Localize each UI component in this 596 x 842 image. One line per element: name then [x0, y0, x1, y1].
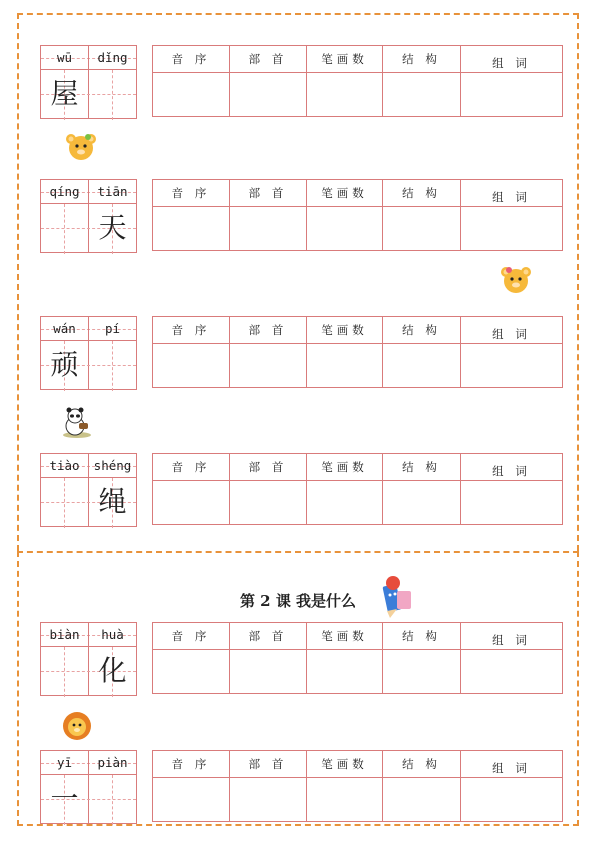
tianzige-grid	[40, 453, 137, 527]
answer-cell[interactable]	[383, 73, 461, 116]
answer-cell[interactable]	[383, 344, 461, 387]
character-info-table	[152, 453, 563, 525]
table-header: 笔画数	[307, 317, 383, 344]
table-header: 部 首	[230, 454, 307, 481]
table-header: 组 词	[461, 454, 562, 481]
table-header: 部 首	[230, 180, 307, 207]
tianzige-grid	[40, 316, 137, 390]
table-header: 结 构	[383, 317, 461, 344]
character-info-table	[152, 316, 563, 388]
character-info-table	[152, 622, 563, 694]
character-row	[40, 179, 564, 253]
character-row	[40, 622, 564, 696]
answer-cell[interactable]	[307, 207, 383, 250]
answer-cell[interactable]	[307, 650, 383, 693]
answer-cell[interactable]	[461, 73, 562, 116]
pinyin-left: wán	[53, 321, 76, 336]
answer-cell[interactable]	[153, 778, 230, 821]
answer-cell[interactable]	[307, 481, 383, 524]
hanzi-right: 天	[98, 211, 127, 244]
table-header: 笔画数	[307, 454, 383, 481]
answer-cell[interactable]	[461, 481, 562, 524]
answer-cell[interactable]	[230, 650, 307, 693]
pinyin-left: wū	[56, 50, 73, 65]
lion-sticker-icon	[60, 709, 94, 743]
table-header: 部 首	[230, 46, 307, 73]
table-header: 组 词	[461, 623, 562, 650]
pinyin-right: tiān	[97, 184, 128, 199]
pencil-sticker-icon	[375, 575, 415, 619]
pinyin-left: biàn	[49, 627, 80, 642]
table-header: 结 构	[383, 180, 461, 207]
pinyin-left: qíng	[49, 184, 80, 199]
hanzi-left: 屋	[50, 77, 79, 110]
pinyin-right: huà	[101, 627, 124, 642]
answer-cell[interactable]	[153, 650, 230, 693]
table-header: 结 构	[383, 623, 461, 650]
table-header: 组 词	[461, 317, 562, 344]
answer-cell[interactable]	[153, 73, 230, 116]
answer-cell[interactable]	[230, 778, 307, 821]
table-header: 组 词	[461, 751, 562, 778]
answer-cell[interactable]	[307, 73, 383, 116]
table-header: 音 序	[153, 623, 230, 650]
pinyin-right: shéng	[93, 458, 132, 473]
table-header: 部 首	[230, 623, 307, 650]
pinyin-left: tiào	[49, 458, 80, 473]
answer-cell[interactable]	[230, 344, 307, 387]
hanzi-left: 一	[50, 782, 79, 815]
character-row	[40, 316, 564, 390]
answer-cell[interactable]	[153, 207, 230, 250]
character-row	[40, 453, 564, 527]
answer-cell[interactable]	[307, 778, 383, 821]
table-header: 笔画数	[307, 751, 383, 778]
answer-cell[interactable]	[383, 778, 461, 821]
character-row	[40, 45, 564, 119]
monkey-sticker-icon	[64, 130, 98, 164]
answer-cell[interactable]	[383, 207, 461, 250]
monkey-sticker-icon	[499, 263, 533, 297]
table-header: 组 词	[461, 180, 562, 207]
table-header: 音 序	[153, 180, 230, 207]
answer-cell[interactable]	[461, 650, 562, 693]
answer-cell[interactable]	[383, 650, 461, 693]
character-info-table	[152, 179, 563, 251]
tianzige-grid	[40, 622, 137, 696]
pinyin-right: pí	[104, 321, 121, 336]
table-header: 音 序	[153, 46, 230, 73]
table-header: 部 首	[230, 317, 307, 344]
table-header: 音 序	[153, 454, 230, 481]
answer-cell[interactable]	[153, 481, 230, 524]
answer-cell[interactable]	[230, 207, 307, 250]
character-info-table	[152, 750, 563, 822]
table-header: 结 构	[383, 454, 461, 481]
table-header: 结 构	[383, 46, 461, 73]
tianzige-grid	[40, 179, 137, 253]
table-header: 组 词	[461, 46, 562, 73]
hanzi-left: 顽	[50, 348, 79, 381]
answer-cell[interactable]	[307, 344, 383, 387]
character-info-table	[152, 45, 563, 117]
pinyin-left: yī	[56, 755, 73, 770]
hanzi-right: 化	[98, 654, 127, 687]
table-header: 笔画数	[307, 623, 383, 650]
character-row	[40, 750, 564, 824]
pinyin-right: piàn	[97, 755, 128, 770]
answer-cell[interactable]	[230, 481, 307, 524]
answer-cell[interactable]	[461, 778, 562, 821]
table-header: 音 序	[153, 317, 230, 344]
pinyin-right: dǐng	[97, 50, 128, 65]
tianzige-grid	[40, 750, 137, 824]
answer-cell[interactable]	[383, 481, 461, 524]
answer-cell[interactable]	[230, 73, 307, 116]
tianzige-grid	[40, 45, 137, 119]
panda-sticker-icon	[60, 405, 94, 439]
hanzi-right: 绳	[98, 485, 127, 518]
answer-cell[interactable]	[153, 344, 230, 387]
answer-cell[interactable]	[461, 344, 562, 387]
table-header: 结 构	[383, 751, 461, 778]
answer-cell[interactable]	[461, 207, 562, 250]
table-header: 笔画数	[307, 46, 383, 73]
table-header: 部 首	[230, 751, 307, 778]
table-header: 音 序	[153, 751, 230, 778]
lesson-title: 第 2 课 我是什么	[239, 592, 357, 610]
table-header: 笔画数	[307, 180, 383, 207]
